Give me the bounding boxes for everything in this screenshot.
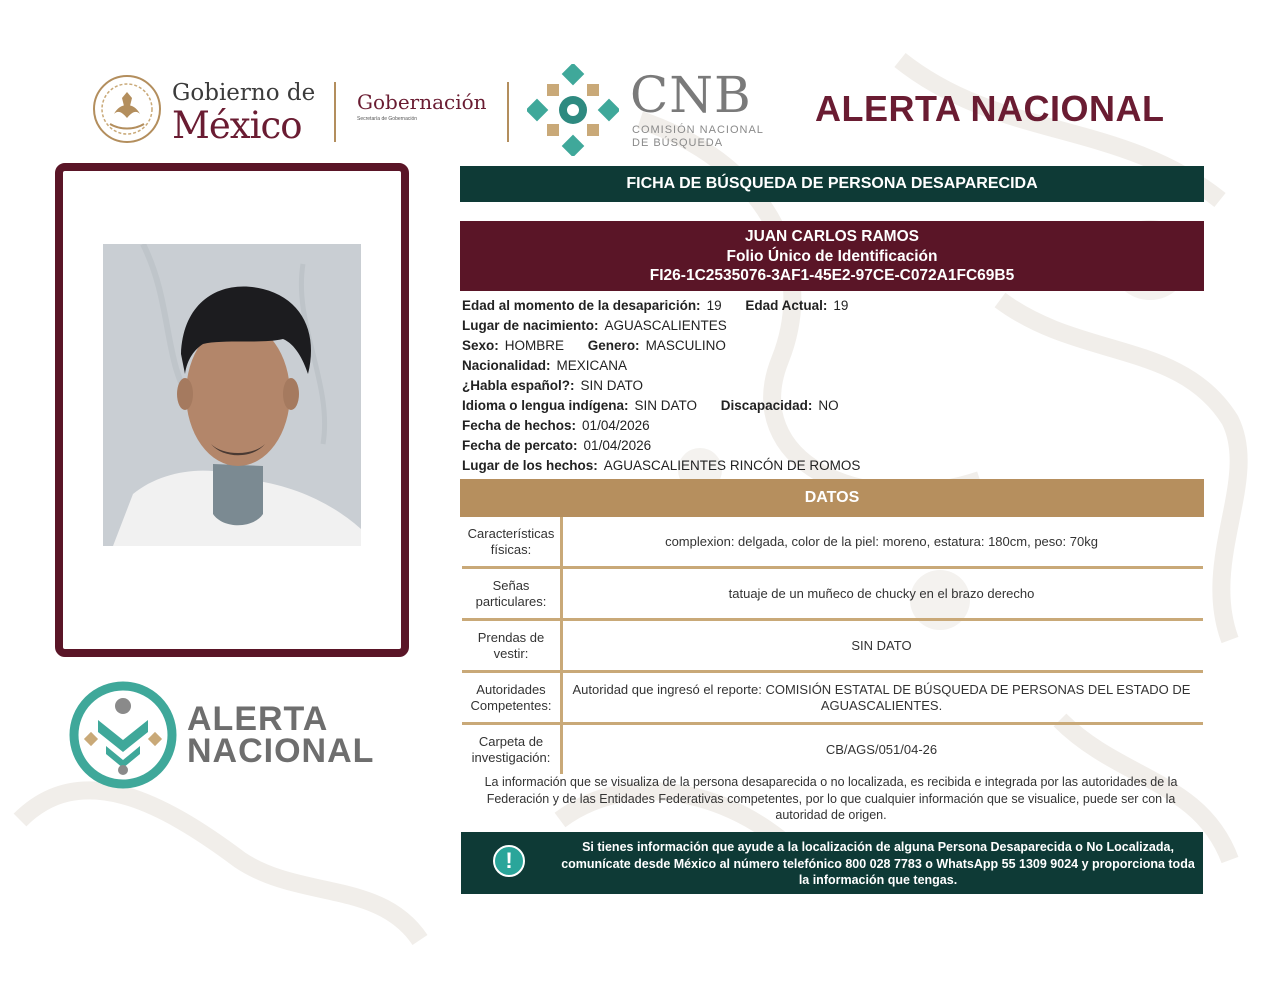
field-row xyxy=(462,396,1202,416)
datos-label: Prendas de vestir: xyxy=(462,621,563,670)
datos-row xyxy=(462,725,1203,774)
field-row xyxy=(462,316,1202,336)
field-row xyxy=(462,336,1202,356)
field-label: Nacionalidad: xyxy=(462,358,551,373)
field-value: MEXICANA xyxy=(556,358,628,373)
national-seal-icon xyxy=(92,74,162,144)
datos-table xyxy=(462,517,1203,774)
datos-value: SIN DATO xyxy=(851,637,912,653)
datos-row xyxy=(462,673,1203,725)
gobernacion-logo xyxy=(357,90,507,122)
field-label: Genero: xyxy=(587,338,640,353)
person-photo xyxy=(103,244,361,546)
field-label: Lugar de nacimiento: xyxy=(462,318,599,333)
mexico-text: México xyxy=(172,104,302,147)
datos-label: Señas particulares: xyxy=(462,569,563,618)
cnb-emblem-icon xyxy=(527,64,619,156)
datos-value: Autoridad que ingresó el reporte: COMISIÓN ESTATAL DE BÚSQUEDA DE PERSONAS DEL ESTADO DE AGUASCALIENTES. xyxy=(572,681,1191,713)
alerta-logo-line2: NACIONAL xyxy=(187,732,375,770)
datos-label: Características físicas: xyxy=(462,517,563,566)
photo-frame xyxy=(55,163,409,657)
datos-row xyxy=(462,569,1203,621)
datos-row xyxy=(462,621,1203,673)
field-value: MASCULINO xyxy=(645,338,726,353)
field-label: Fecha de percato: xyxy=(462,438,578,453)
gobernacion-text: Gobernación xyxy=(357,90,487,114)
disclaimer-text: La información que se visualiza de la persona desaparecida o no localizada, es recibida e integrada por las autoridades de la Federación y de las Entidades Federativas competentes, por lo que cualquier información que se visualice, puede ser con la autoridad de origen. xyxy=(484,775,1178,822)
alerta-nacional-emblem-icon xyxy=(68,680,178,790)
alerta-nacional-logo-text xyxy=(187,700,375,770)
field-label: Idioma o lengua indígena: xyxy=(462,398,629,413)
datos-row xyxy=(462,517,1203,569)
header-divider xyxy=(507,82,509,142)
field-value: AGUASCALIENTES xyxy=(604,318,727,333)
field-row xyxy=(462,456,1202,476)
field-label: ¿Habla español?: xyxy=(462,378,575,393)
datos-value: CB/AGS/051/04-26 xyxy=(825,741,938,757)
exclamation-icon: ! xyxy=(493,845,525,877)
cnb-subtitle xyxy=(632,124,782,150)
person-name: JUAN CARLOS RAMOS xyxy=(745,228,919,245)
field-row xyxy=(462,356,1202,376)
field-value: AGUASCALIENTES RINCÓN DE ROMOS xyxy=(603,458,861,473)
person-name-bar xyxy=(460,221,1204,291)
folio-label: Folio Único de Identificación xyxy=(726,247,938,265)
contact-info-bar xyxy=(461,832,1203,894)
datos-label: Autoridades Competentes: xyxy=(462,673,563,722)
cnb-subtitle-line2: DE BÚSQUEDA xyxy=(632,137,724,149)
folio-value: FI26-1C2535076-3AF1-45E2-97CE-C072A1FC69B5 xyxy=(649,267,1015,284)
field-label: Edad al momento de la desaparición: xyxy=(462,298,701,313)
field-value: 01/04/2026 xyxy=(582,418,650,433)
field-row xyxy=(462,296,1202,316)
datos-value: complexion: delgada, color de la piel: moreno, estatura: 180cm, peso: 70kg xyxy=(665,533,1098,549)
field-row xyxy=(462,416,1202,436)
gobierno-de-text: Gobierno de xyxy=(172,80,316,106)
gobierno-mexico-logo xyxy=(92,74,322,146)
field-value: SIN DATO xyxy=(634,398,698,413)
cnb-subtitle-line1: COMISIÓN NACIONAL xyxy=(632,124,764,136)
datos-value: tatuaje de un muñeco de chucky en el brazo derecho xyxy=(728,585,1035,601)
alerta-nacional-title: ALERTA NACIONAL xyxy=(815,88,1165,129)
field-value: SIN DATO xyxy=(580,378,644,393)
field-label: Discapacidad: xyxy=(720,398,813,413)
field-label: Sexo: xyxy=(462,338,499,353)
header-divider xyxy=(334,82,336,142)
field-label: Lugar de los hechos: xyxy=(462,458,598,473)
alerta-logo-line1: ALERTA xyxy=(187,700,329,738)
field-row xyxy=(462,436,1202,456)
gobernacion-subtext: Secretaría de Gobernación xyxy=(357,116,418,122)
field-label: Edad Actual: xyxy=(745,298,828,313)
field-value: 19 xyxy=(833,298,849,313)
cnb-text: CNB xyxy=(630,66,752,124)
ficha-title-bar: FICHA DE BÚSQUEDA DE PERSONA DESAPARECIDA xyxy=(460,166,1204,202)
field-value: HOMBRE xyxy=(504,338,565,353)
person-fields xyxy=(462,296,1202,476)
field-value: 01/04/2026 xyxy=(583,438,652,453)
contact-info-text: Si tienes información que ayude a la localización de alguna Persona Desaparecida o No Localizada, comunícate desde México al número telefónico 800 028 7783 o WhatsApp 55 1309 9024 y proporciona toda la información que tengas. xyxy=(561,840,1195,887)
field-label: Fecha de hechos: xyxy=(462,418,577,433)
field-value: NO xyxy=(818,398,839,413)
datos-label: Carpeta de investigación: xyxy=(462,725,563,774)
field-row xyxy=(462,376,1202,396)
datos-title-bar: DATOS xyxy=(460,479,1204,517)
header xyxy=(0,60,1280,160)
field-value: 19 xyxy=(706,298,722,313)
